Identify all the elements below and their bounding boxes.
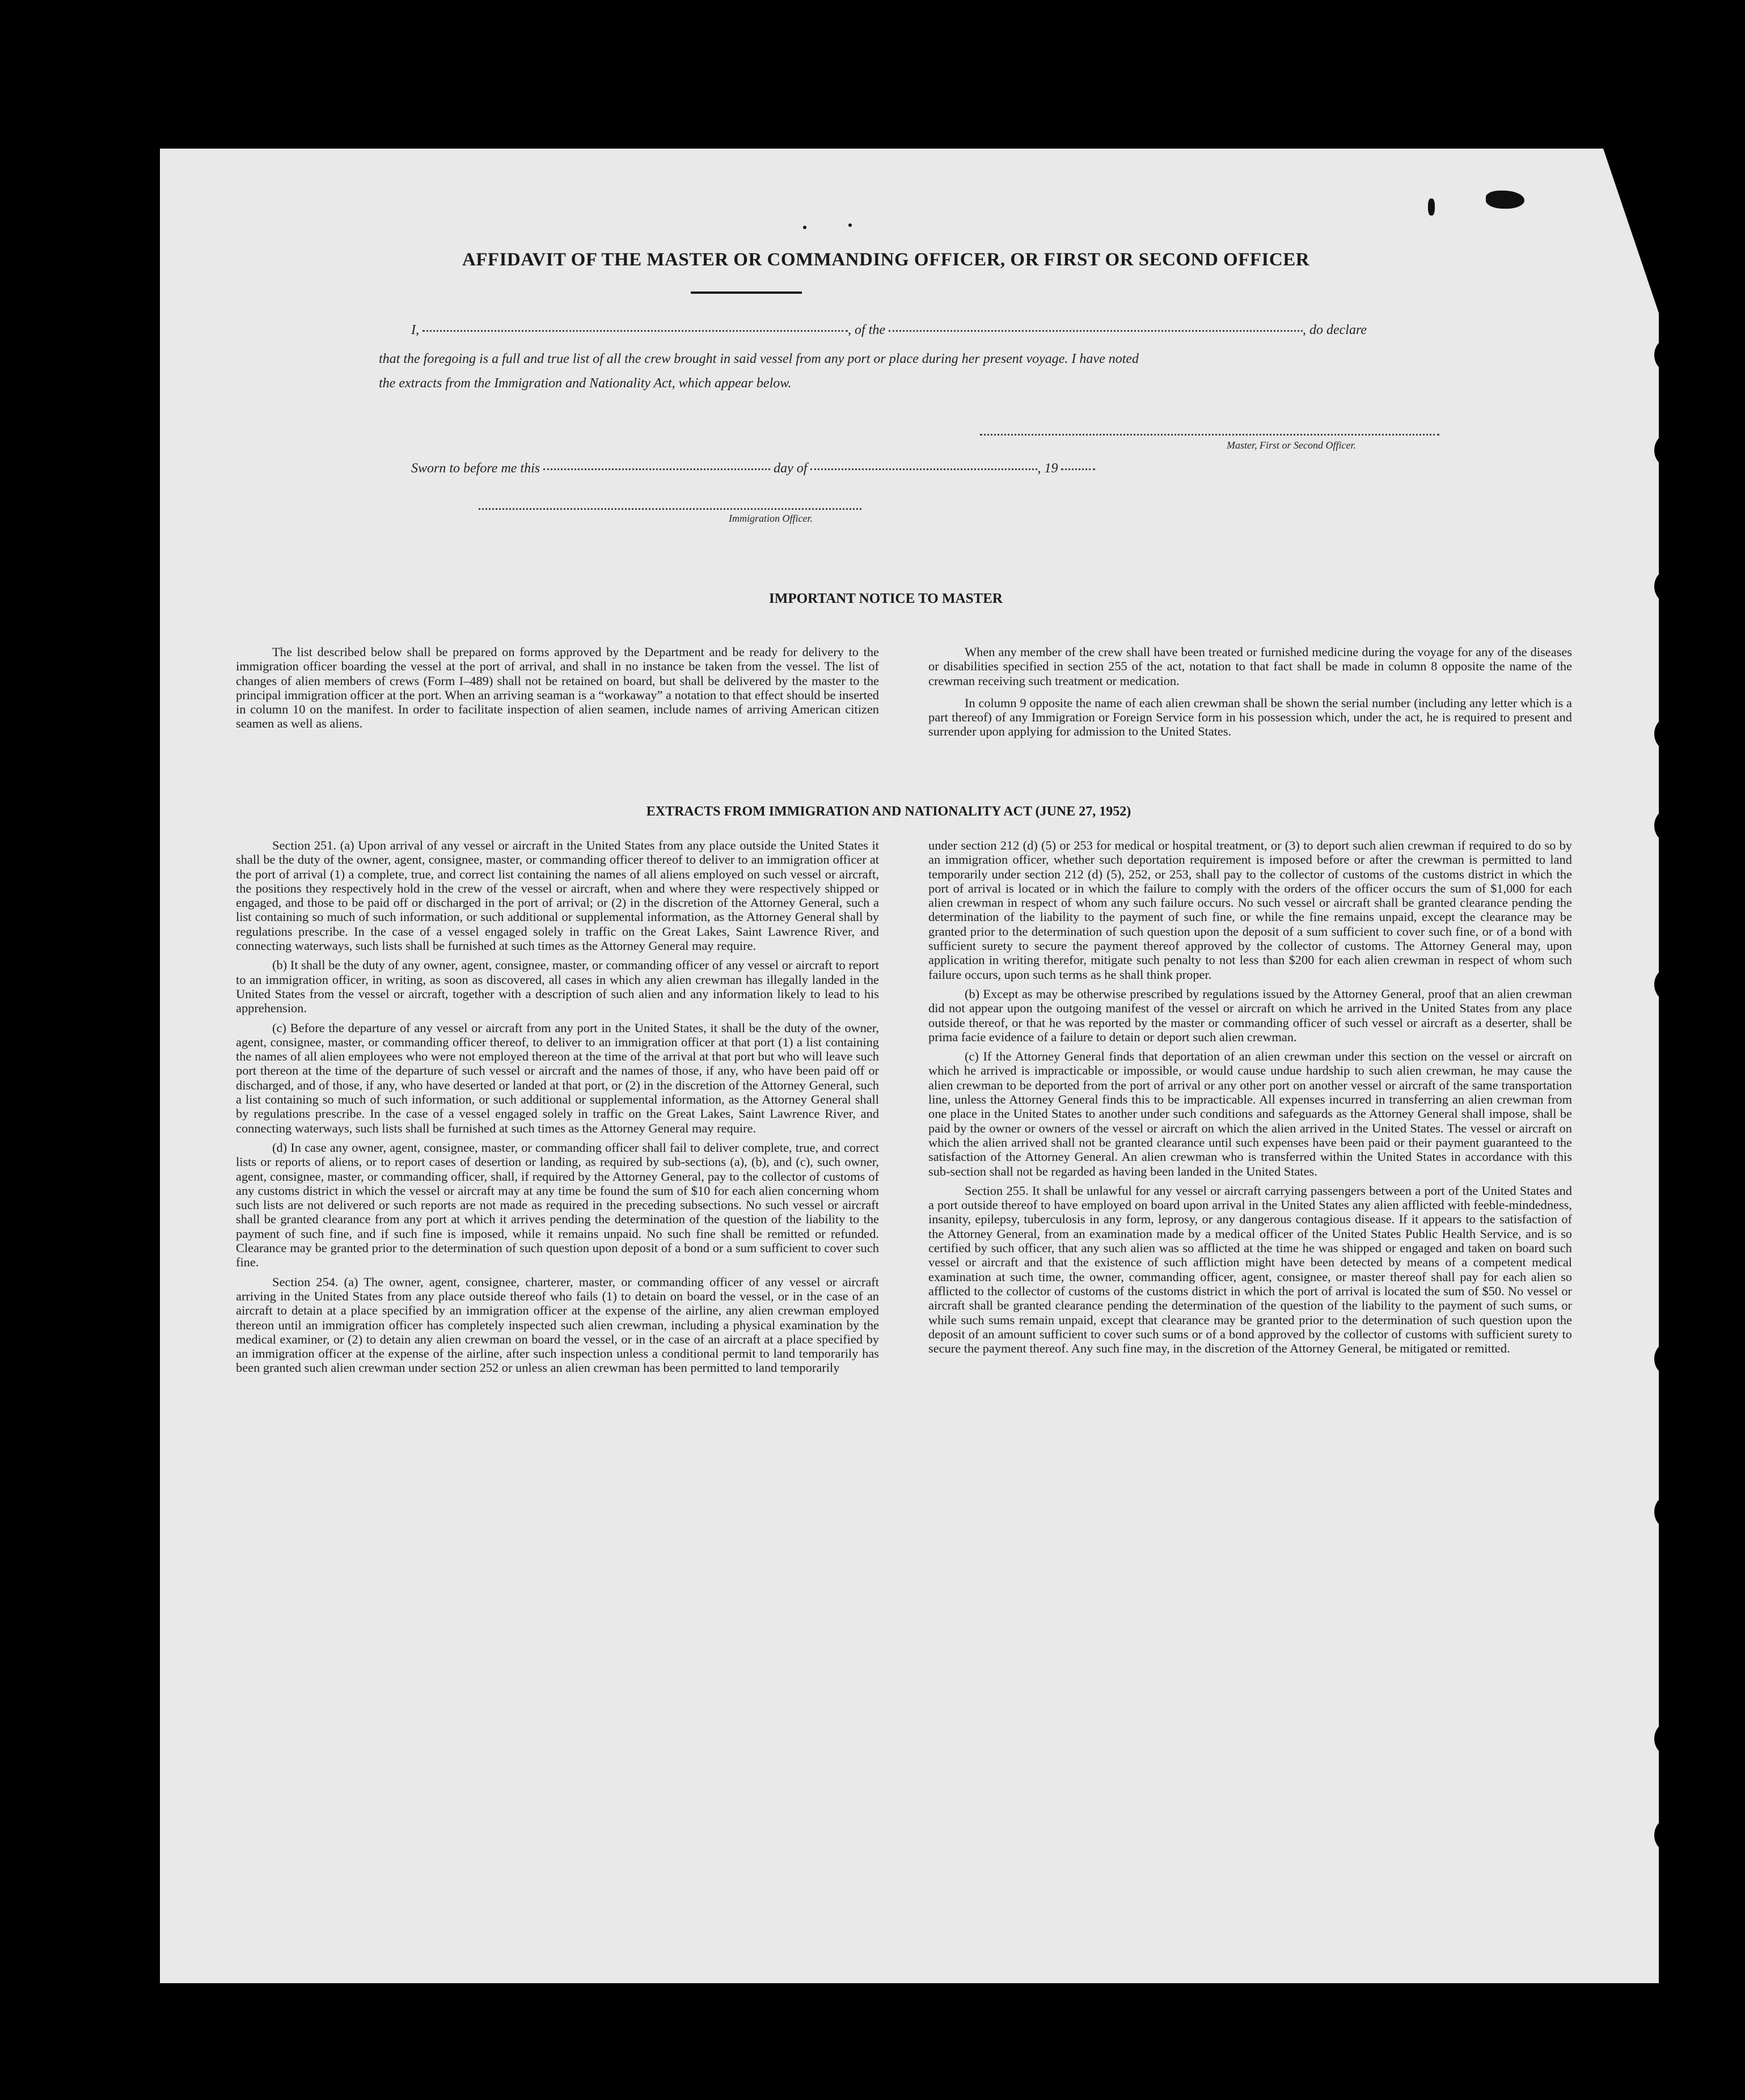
binder-hole <box>1654 339 1683 371</box>
extracts-title: EXTRACTS FROM IMMIGRATION AND NATIONALITY ACT (JUNE 27, 1952) <box>646 804 1131 819</box>
sworn-day-blank[interactable] <box>543 468 770 470</box>
immigration-officer-signature-line[interactable] <box>479 508 861 510</box>
section-254-a-continued: under section 212 (d) (5) or 253 for medical or hospital treatment, or (3) to deport such alien crewman if required to do so by an immigration officer, whether such deportation requirement is imposed before or after the crewman is permitted to land temporarily under section 212 (d) (5), 252, or 253, shall pay to the collector of customs of the customs district in which the port of arrival is located or in which the failure to comply with the orders of the officer occurs the sum of $1,000 for each alien crewman in respect of whom any such failure occurs. No such vessel or aircraft shall be granted clearance pending the determination of the liability to the payment of such fine, or while the fine remains unpaid, except the clearance may be granted prior to the determination of such question upon the deposit of a sum sufficient to cover such fine, or of a bond with sufficient surety to secure the payment thereof approved by the collector of customs. The Attorney General may, upon application in writing therefor, mitigate such penalty to not less than $200 for each alien crewman in respect of whom such failure occurs, upon such terms as he shall think proper. <box>928 838 1572 982</box>
affidavit-of-the: , of the <box>848 323 885 337</box>
section-255: Section 255. It shall be unlawful for any vessel or aircraft carrying passengers between a port of the United States and a port outside thereof to have employed on board upon arrival in the United States any alien afflicted with feeble-mindedness, insanity, epilepsy, tuberculosis in any form, leprosy, or any dangerous contagious disease. If it appears to the satisfaction of the Attorney General, from an examination made by a medical officer of the United States Public Health Service, and is so certified by such officer, that any such alien was so afflicted at the time he was shipped or engaged and taken on board such vessel or aircraft and that the existence of such affliction might have been detected by means of a competent medical examination at such time, the owner, commanding officer, agent, consignee, or master thereof shall pay for each alien so afflicted to the collector of customs of the customs district in which the port of arrival is located the sum of $50. No vessel or aircraft shall be granted clearance pending the determination of the question of the liability to the payment of such sums, or while such sums remain unpaid, except that clearance may be granted prior to the determination of such question upon the deposit of an amount sufficient to cover such sums or of a bond approved by the collector of customs with sufficient surety to secure the payment thereof. Any such fine may, in the discretion of the Attorney General, be mitigated or remitted. <box>928 1183 1572 1356</box>
binder-hole <box>1654 1495 1683 1528</box>
section-254-b: (b) Except as may be otherwise prescribed by regulations issued by the Attorney General, proof that an alien crewman did not appear upon the outgoing manifest of the vessel or aircraft on which he arrived in the United States from any place outside thereof, or that he was reported by the master or commanding officer of such vessel or aircraft as a deserter, shall be prima facie evidence of a failure to detain or deport such alien crewman. <box>928 986 1572 1044</box>
binder-hole <box>1654 809 1683 842</box>
binder-hole <box>1654 1722 1683 1755</box>
immigration-officer-label: Immigration Officer. <box>729 513 813 524</box>
affidavit-i: I, <box>411 323 419 337</box>
ink-stain <box>1428 198 1435 216</box>
ink-speck <box>803 226 806 229</box>
name-blank[interactable] <box>422 330 848 332</box>
binder-hole <box>1654 570 1683 603</box>
sworn-year-blank[interactable] <box>1061 468 1095 470</box>
notice-right-paragraph-1: When any member of the crew shall have been treated or furnished medicine during the voyage for any of the diseases or disabilities specified in section 255 of the act, notation to that fact shall be made in column 8 opposite the name of the crewman receiving such treatment or medication. <box>928 645 1572 688</box>
sworn-prefix: Sworn to before me this <box>411 461 540 476</box>
section-251-d: (d) In case any owner, agent, consignee, master, or commanding officer shall fail to deliver complete, true, and correct lists or reports of aliens, or to report cases of desertion or landing, as required by sub-sections (a), (b), and (c), such owner, agent, consignee, master, or commanding officer, shall, if required by the Attorney General, pay to the collector of customs of any customs district in which the vessel or aircraft may at any time be found the sum of $10 for each alien concerning whom such lists are not delivered or such reports are not made as required in the preceding subsections. No such vessel or aircraft shall be granted clearance from any port at which it arrives pending the determination of the question of the liability to the payment of such fine, and if such fine is imposed, while it remains unpaid. No such fine shall be remitted or refunded. Clearance may be granted prior to the determination of such question upon deposit of a bond or a sum sufficient to cover such fine. <box>236 1140 879 1270</box>
title-rule <box>691 291 802 294</box>
extracts-left-column <box>236 838 879 1375</box>
binder-hole <box>1654 717 1683 750</box>
vessel-blank[interactable] <box>889 330 1303 332</box>
notice-left-column <box>236 645 879 731</box>
affidavit-line-1 <box>411 323 1367 338</box>
ink-stain <box>1486 191 1524 209</box>
section-251-b: (b) It shall be the duty of any owner, agent, consignee, master, or commanding officer of any vessel or aircraft to report to an immigration officer, in writing, as soon as discovered, all cases in which any alien crewman has illegally landed in the United States from the vessel or aircraft, together with a description of such alien and any information likely to lead to his apprehension. <box>236 958 879 1016</box>
sworn-day-of: day of <box>774 461 808 476</box>
master-signature-line[interactable] <box>980 434 1439 436</box>
binder-hole <box>1654 1819 1683 1852</box>
master-label: Master, First or Second Officer. <box>1227 440 1356 451</box>
sworn-month-blank[interactable] <box>810 468 1037 470</box>
binder-hole <box>1654 968 1683 1001</box>
binder-hole <box>1654 1342 1683 1375</box>
affidavit-line-3: the extracts from the Immigration and Nationality Act, which appear below. <box>379 376 792 391</box>
section-251-c: (c) Before the departure of any vessel or aircraft from any port in the United States, it shall be the duty of the owner, agent, consignee, master, or commanding officer thereof, to deliver to an immigration officer at that port (1) a list containing the names of all alien employees who were not employed thereon at the time of the arrival at that port but who will leave such port thereon at the time of the departure of such vessel or aircraft and the names of those, if any, who have been paid off or discharged, and of those, if any, who have deserted or landed at that port, or (2) in the discretion of the Attorney General, such a list containing so much of such information, or such additional or supplemental information, as the Attorney General shall by regulations prescribe. In the case of a vessel engaged solely in traffic on the Great Lakes, Saint Lawrence River, and connecting waterways, such lists shall be furnished at such times as the Attorney General may require. <box>236 1020 879 1135</box>
sworn-year: , 19 <box>1037 461 1058 476</box>
affidavit-title: AFFIDAVIT OF THE MASTER OR COMMANDING OFFICER, OR FIRST OR SECOND OFFICER <box>462 250 1310 270</box>
ink-speck <box>848 223 852 227</box>
notice-left-paragraph: The list described below shall be prepared on forms approved by the Department and be ready for delivery to the immigration officer boarding the vessel at the port of arrival, and shall in no instance be taken from the vessel. The list of changes of alien members of crews (Form I–489) shall not be retained on board, but shall be delivered by the master to the principal immigration officer at the port. When an arriving seaman is a “workaway” a notation to that effect should be inserted in column 10 on the manifest. In order to facilitate inspection of alien seamen, include names of arriving American citizen seamen as well as aliens. <box>236 645 879 731</box>
notice-right-column <box>928 645 1572 739</box>
affidavit-line-2: that the foregoing is a full and true list of all the crew brought in said vessel from any port or place during her present voyage. I have noted <box>379 352 1139 366</box>
notice-title: IMPORTANT NOTICE TO MASTER <box>769 591 1003 606</box>
binder-hole <box>1654 434 1683 467</box>
extracts-right-column <box>928 838 1572 1355</box>
section-254-a: Section 254. (a) The owner, agent, consignee, charterer, master, or commanding officer of any vessel or aircraft arriving in the United States from any place outside thereof who fails (1) to detain on board the vessel, or in the case of an aircraft to detain at a place specified by an immigration officer at the expense of the airline, any alien crewman employed thereon until an immigration officer has completely inspected such alien crewman, including a physical examination by the medical examiner, or (2) to detain any alien crewman on board the vessel, or in the case of an aircraft at a place specified by an immigration officer at the expense of the airline, after such inspection unless a conditional permit to land temporarily has been granted such alien crewman under section 252 or unless an alien crewman has been permitted to land temporarily <box>236 1274 879 1375</box>
section-251-a: Section 251. (a) Upon arrival of any vessel or aircraft in the United States from any place outside the United States it shall be the duty of the owner, agent, consignee, master, or commanding officer thereof to deliver to an immigration officer at the port of arrival (1) a complete, true, and correct list containing the names of all aliens employed on such vessel or aircraft, the positions they respectively hold in the crew of the vessel or aircraft, when and where they were respectively shipped or engaged, and those to be paid off or discharged in the port of arrival; or (2) in the discretion of the Attorney General, such a list containing so much of such information, or such additional or supplemental information, as the Attorney General shall by regulations prescribe. In the case of a vessel engaged solely in traffic on the Great Lakes, Saint Lawrence River, and connecting waterways, such lists shall be furnished at such times as the Attorney General may require. <box>236 838 879 953</box>
section-254-c: (c) If the Attorney General finds that deportation of an alien crewman under this section on the vessel or aircraft on which he arrived is impracticable or impossible, or would cause undue hardship to such alien crewman, he may cause the alien crewman to be deported from the port of arrival or any other port on another vessel or aircraft of the same transportation line, unless the Attorney General finds this to be impracticable. All expenses incurred in transferring an alien crewman from one place in the United States to another under such conditions and safeguards as the Attorney General shall impose, shall be paid by the owner or owners of the vessel or aircraft on which the alien arrived in the United States. The vessel or aircraft on which the alien arrived shall not be granted clearance until such expenses have been paid or their payment guaranteed to the satisfaction of the Attorney General. An alien crewman who is transferred within the United States in accordance with this sub-section shall not be regarded as having been landed in the United States. <box>928 1049 1572 1178</box>
notice-right-paragraph-2: In column 9 opposite the name of each alien crewman shall be shown the serial number (including any letter which is a part thereof) of any Immigration or Foreign Service form in his possession which, under the act, he is required to present and surrender upon applying for admission to the United States. <box>928 695 1572 739</box>
affidavit-do-declare: , do declare <box>1303 323 1367 337</box>
sworn-line <box>411 461 1095 476</box>
